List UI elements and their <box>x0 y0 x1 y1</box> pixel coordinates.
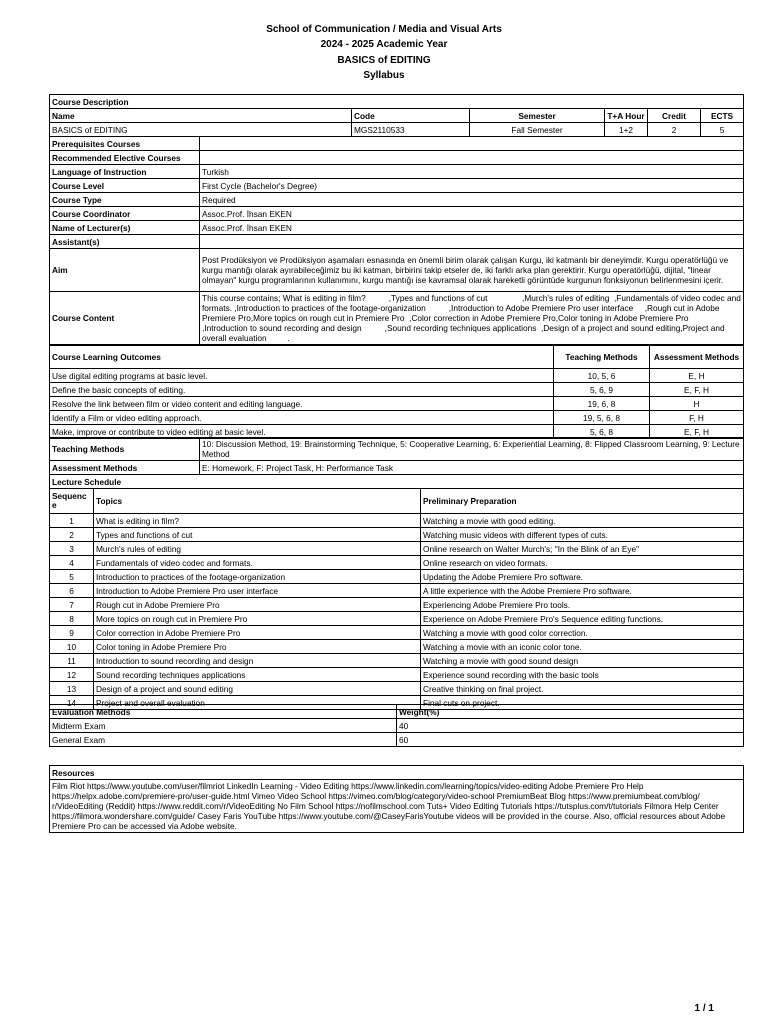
info-label: Course Level <box>50 179 200 193</box>
outcome-teaching: 19, 6, 8 <box>554 397 650 411</box>
outcome-assessment: F, H <box>650 411 744 425</box>
outcome-teaching: 19, 5, 6, 8 <box>554 411 650 425</box>
col-code: Code <box>352 109 470 123</box>
schedule-prep: Watching music videos with different types of cuts. <box>421 528 744 542</box>
outcome-assessment: H <box>650 397 744 411</box>
col-sequence: Sequence <box>50 489 94 514</box>
schedule-topic: Murch's rules of editing <box>94 542 421 556</box>
credit-value: 2 <box>648 123 701 137</box>
lecture-schedule-table <box>49 474 744 710</box>
info-label: Language of Instruction <box>50 165 200 179</box>
schedule-seq: 12 <box>50 668 94 682</box>
teaching-methods-text: 10: Discussion Method, 19: Brainstorming Technique, 5: Cooperative Learning, 6: Experiential Learning, 8: Flipped Classroom Learning, 9: Lecture Method <box>200 438 744 461</box>
aim-text: Post Prodüksiyon ve Prodüksiyon aşamaları esnasında en önemli birim olarak çalışan Kurgu, iki katmanlı bir deneyimdir. Kurgu operatörlüğü ve kurgu mantığı olarak ayırabileceğimiz bu iki katman, birbirini takip etseler de, iki farklı arka plan gerektirir. Kurgu operatörlüğü, dijital, "linear olmayan" kurgu programlarının kullanımını, kurgu mantığı ise kavramsal olarak hareketli görüntüde kurgunun fonksiyonun belirlenmesini içerir. <box>200 249 744 292</box>
syllabus-table <box>49 94 744 345</box>
schedule-seq: 13 <box>50 682 94 696</box>
schedule-prep: Online research on video formats. <box>421 556 744 570</box>
col-semester: Semester <box>470 109 605 123</box>
course-name-value: BASICS of EDITING <box>50 123 352 137</box>
schedule-prep: Watching a movie with good sound design <box>421 654 744 668</box>
schedule-prep: Creative thinking on final project. <box>421 682 744 696</box>
schedule-seq: 11 <box>50 654 94 668</box>
document-type: Syllabus <box>363 70 405 81</box>
outcome-text: Resolve the link between film or video content and editing language. <box>50 397 554 411</box>
schedule-seq: 4 <box>50 556 94 570</box>
schedule-seq: 10 <box>50 640 94 654</box>
course-code-value: MGS2110533 <box>352 123 470 137</box>
outcome-teaching: 5, 6, 9 <box>554 383 650 397</box>
course-description-heading: Course Description <box>50 95 744 109</box>
info-value: Assoc.Prof. İhsan EKEN <box>200 207 744 221</box>
schedule-seq: 1 <box>50 514 94 528</box>
info-value <box>200 137 744 151</box>
evaluation-name: Midterm Exam <box>50 719 397 733</box>
ects-value: 5 <box>701 123 744 137</box>
info-value: Assoc.Prof. İhsan EKEN <box>200 221 744 235</box>
lecture-schedule-heading: Lecture Schedule <box>50 475 744 489</box>
info-label: Assistant(s) <box>50 235 200 249</box>
course-content-text: This course contains; What is editing in film? ,Types and functions of cut ,Murch's rules of editing ,Fundamentals of video codec and formats. ,Introduction to practices of the footage-organization ,Introduction to Adobe Premiere Pro user interface ,Rough cut in Adobe Premiere Pro,More topics on rough cut in Premiere Pro ,Color correction in Adobe Premiere Pro,Color toning in Adobe Premiere Pro ,Introduction to sound recording and design ,Sound recording techniques applications ,Design of a project and sound editing,Project and overall evaluation . <box>200 292 744 345</box>
schedule-seq: 7 <box>50 598 94 612</box>
schedule-topic: Fundamentals of video codec and formats. <box>94 556 421 570</box>
schedule-prep: Updating the Adobe Premiere Pro software. <box>421 570 744 584</box>
schedule-topic: Project and overall evaluation <box>94 696 421 710</box>
course-content-label: Course Content <box>50 292 200 345</box>
schedule-topic: Design of a project and sound editing <box>94 682 421 696</box>
academic-year: 2024 - 2025 Academic Year <box>320 39 448 50</box>
schedule-prep: Watching a movie with good color correction. <box>421 626 744 640</box>
outcome-text: Make, improve or contribute to video editing at basic level. <box>50 425 554 439</box>
course-title: BASICS of EDITING <box>337 55 431 66</box>
assessment-methods-label: Assessment Methods <box>50 461 200 475</box>
semester-value: Fall Semester <box>470 123 605 137</box>
info-label: Name of Lecturer(s) <box>50 221 200 235</box>
schedule-prep: A little experience with the Adobe Premiere Pro software. <box>421 584 744 598</box>
outcome-teaching: 10, 5, 6 <box>554 369 650 383</box>
schedule-topic: Introduction to Adobe Premiere Pro user interface <box>94 584 421 598</box>
methods-table <box>49 437 744 475</box>
resources-table <box>49 765 744 833</box>
col-topics: Topics <box>94 489 421 514</box>
schedule-seq: 5 <box>50 570 94 584</box>
col-hour: T+A Hour <box>605 109 648 123</box>
schedule-topic: Rough cut in Adobe Premiere Pro <box>94 598 421 612</box>
info-value: First Cycle (Bachelor's Degree) <box>200 179 744 193</box>
schedule-topic: More topics on rough cut in Premiere Pro <box>94 612 421 626</box>
schedule-topic: Introduction to sound recording and design <box>94 654 421 668</box>
hour-value: 1+2 <box>605 123 648 137</box>
learning-outcomes-table <box>49 345 744 439</box>
schedule-prep: Online research on Walter Murch's; "In the Blink of an Eye" <box>421 542 744 556</box>
schedule-seq: 6 <box>50 584 94 598</box>
outcome-text: Define the basic concepts of editing. <box>50 383 554 397</box>
info-label: Prerequisites Courses <box>50 137 200 151</box>
schedule-prep: Watching a movie with good editing. <box>421 514 744 528</box>
outcome-text: Use digital editing programs at basic level. <box>50 369 554 383</box>
schedule-topic: Sound recording techniques applications <box>94 668 421 682</box>
evaluation-name: General Exam <box>50 733 397 747</box>
outcome-text: Identify a Film or video editing approach. <box>50 411 554 425</box>
outcome-teaching: 5, 6, 8 <box>554 425 650 439</box>
info-label: Recommended Elective Courses <box>50 151 200 165</box>
info-value: Turkish <box>200 165 744 179</box>
schedule-topic: What is editing in film? <box>94 514 421 528</box>
col-teaching-methods: Teaching Methods <box>554 346 650 369</box>
evaluation-methods-table <box>49 704 744 747</box>
assessment-methods-text: E: Homework, F: Project Task, H: Performance Task <box>200 461 744 475</box>
schedule-topic: Types and functions of cut <box>94 528 421 542</box>
schedule-seq: 3 <box>50 542 94 556</box>
outcome-assessment: E, F, H <box>650 383 744 397</box>
outcome-assessment: E, H <box>650 369 744 383</box>
schedule-prep: Experience sound recording with the basic tools <box>421 668 744 682</box>
teaching-methods-label: Teaching Methods <box>50 438 200 461</box>
schedule-topic: Color correction in Adobe Premiere Pro <box>94 626 421 640</box>
col-weight: Weight(%) <box>397 705 744 719</box>
col-preparation: Preliminary Preparation <box>421 489 744 514</box>
evaluation-weight: 40 <box>397 719 744 733</box>
col-name: Name <box>50 109 352 123</box>
schedule-seq: 8 <box>50 612 94 626</box>
outcome-assessment: E, F, H <box>650 425 744 439</box>
info-label: Course Coordinator <box>50 207 200 221</box>
col-assessment-methods: Assessment Methods <box>650 346 744 369</box>
schedule-prep: Experiencing Adobe Premiere Pro tools. <box>421 598 744 612</box>
schedule-seq: 14 <box>50 696 94 710</box>
evaluation-weight: 60 <box>397 733 744 747</box>
info-value <box>200 151 744 165</box>
learning-outcomes-heading: Course Learning Outcomes <box>50 346 554 369</box>
aim-label: Aim <box>50 249 200 292</box>
evaluation-methods-heading: Evaluation Methods <box>50 705 397 719</box>
schedule-prep: Final cuts on project. <box>421 696 744 710</box>
schedule-topic: Introduction to practices of the footage-organization <box>94 570 421 584</box>
resources-text: Film Riot https://www.youtube.com/user/filmriot LinkedIn Learning - Video Editing https://www.linkedin.com/learning/topics/video-editing Adobe Premiere Pro Help https://helpx.adobe.com/premiere-pro/user-guide.html Vimeo Video School https://vimeo.com/blog/category/video-school PremiumBeat Blog https://www.premiumbeat.com/blog/ r/VideoEditing (Reddit) https://www.reddit.com/r/VideoEditing No Film School https://nofilmschool.com Tuts+ Video Editing Tutorials https://tutsplus.com/t/tutorials Filmora Help Center https://filmora.wondershare.com/guide/ Casey Faris YouTube https://www.youtube.com/@CaseyFarisYoutube videos will be provided in the course. Also, official resources about Adobe Premiere Pro can be accessed via Adobe website. <box>50 780 744 833</box>
schedule-prep: Experience on Adobe Premiere Pro's Sequence editing functions. <box>421 612 744 626</box>
page-number: 1 / 1 <box>694 1003 714 1014</box>
schedule-topic: Color toning in Adobe Premiere Pro <box>94 640 421 654</box>
info-label: Course Type <box>50 193 200 207</box>
schedule-prep: Watching a movie with an iconic color tone. <box>421 640 744 654</box>
resources-heading: Resources <box>50 766 744 780</box>
col-ects: ECTS <box>701 109 744 123</box>
schedule-seq: 2 <box>50 528 94 542</box>
school-name: School of Communication / Media and Visual Arts <box>266 24 502 35</box>
col-credit: Credit <box>648 109 701 123</box>
info-value: Required <box>200 193 744 207</box>
info-value <box>200 235 744 249</box>
schedule-seq: 9 <box>50 626 94 640</box>
